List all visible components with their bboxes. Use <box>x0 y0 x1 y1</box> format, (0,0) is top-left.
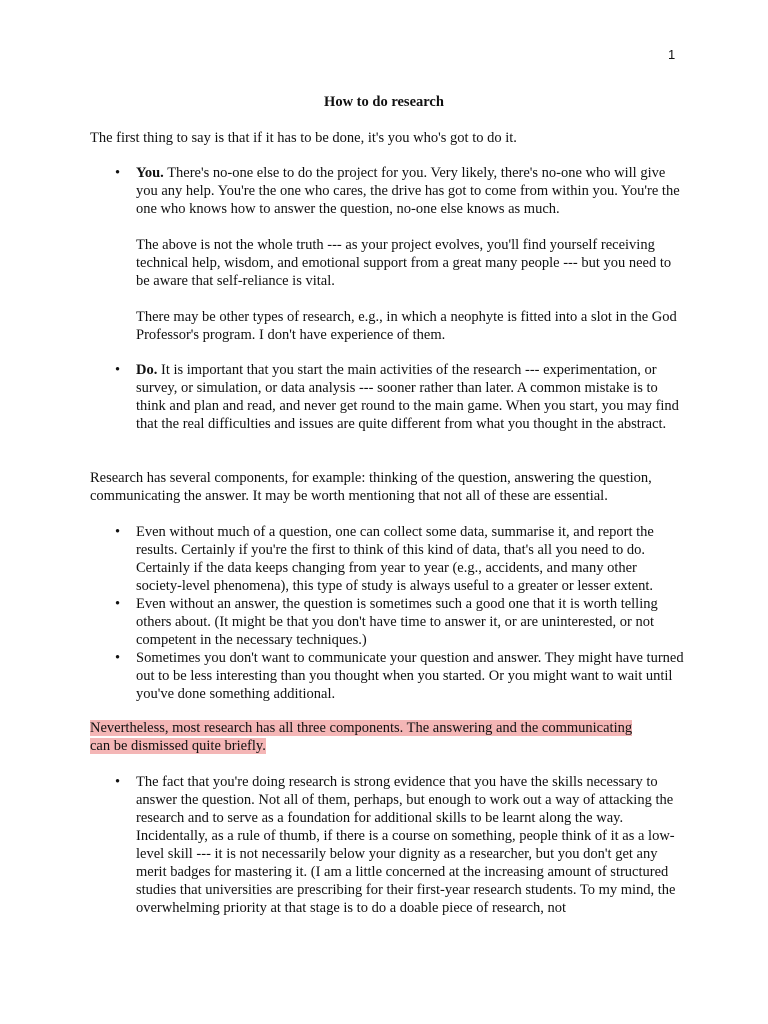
list-item-text: Even without much of a question, one can collect some data, summarise it, and report the results. Certainly if you're the first to think of this kind of data, that's all you need to do. Certainly if the data keeps changing from year to year (e.g., accidents, and many other society-level phenomena), this type of study is always useful to a greater or lesser extent. <box>136 524 654 594</box>
bullet-glyph: • <box>115 362 121 378</box>
bullet-glyph: • <box>115 774 121 790</box>
components-paragraph: Research has several components, for example: thinking of the question, answering the question, communicating the answer. It may be worth mentioning that not all of these are essential. <box>90 470 652 504</box>
list-item <box>115 773 685 917</box>
highlight-line-2: can be dismissed quite briefly. <box>90 738 266 754</box>
list-item <box>115 649 685 703</box>
bullet-glyph: • <box>115 524 121 540</box>
list-item-text: Sometimes you don't want to communicate your question and answer. They might have turned out to be less interesting than you thought when you started. Or you might want to wait until you've done something additional. <box>136 650 684 702</box>
document-title: How to do research <box>324 94 444 110</box>
bullet-you-para-3: There may be other types of research, e.g., in which a neophyte is fitted into a slot in the God Professor's program. I don't have experience of them. <box>136 309 677 343</box>
highlight-line-1: Nevertheless, most research has all three components. The answering and the communicating <box>90 720 633 736</box>
bullet-do <box>115 361 685 433</box>
bullet-you-para-2: The above is not the whole truth --- as your project evolves, you'll find yourself receiving technical help, wisdom, and emotional support from a great many people --- but you need to be aware that self-reliance is vital. <box>136 237 672 289</box>
skills-list <box>115 773 685 917</box>
bullet-do-para-1 <box>136 361 685 433</box>
list-item <box>115 523 685 595</box>
bullet-do-lead: Do. <box>136 362 158 378</box>
bullet-you <box>115 164 685 344</box>
bullet-glyph: • <box>115 596 121 612</box>
bullet-you-para-1 <box>136 164 685 218</box>
bullet-you-text-1: There's no-one else to do the project for you. Very likely, there's no-one who will give you any help. You're the one who cares, the drive has got to come from within you. You're the one who knows how to answer the question, no-one else knows as much. <box>136 165 680 217</box>
list-item-text: Even without an answer, the question is sometimes such a good one that it is worth telling others about. (It might be that you don't have time to answer it, or are uninterested, or not competent in the necessary techniques.) <box>136 596 658 648</box>
intro-paragraph: The first thing to say is that if it has to be done, it's you who's got to do it. <box>90 130 517 146</box>
components-list <box>115 523 685 703</box>
bullet-you-lead: You. <box>136 165 164 181</box>
list-item-text: The fact that you're doing research is strong evidence that you have the skills necessary to answer the question. Not all of them, perhaps, but enough to work out a way of attacking the research and to serve as a foundation for additional skills to be learnt along the way. Incidentally, as a rule of thumb, if there is a course on something, people think of it as a low-level skill --- it is not necessarily below your dignity as a researcher, but you don't get any merit badges for mastering it. (I am a little concerned at the increasing amount of structured studies that universities are prescribing for their first-year research students. To my mind, the overwhelming priority at that stage is to do a doable piece of research, not <box>136 774 676 916</box>
bullet-glyph: • <box>115 650 121 666</box>
page-number: 1 <box>668 47 676 62</box>
highlighted-paragraph <box>90 719 680 755</box>
bullet-glyph: • <box>115 165 121 181</box>
list-item <box>115 595 685 649</box>
bullet-you-body <box>136 164 685 344</box>
bullet-do-body <box>136 361 685 433</box>
bullet-do-text-1: It is important that you start the main activities of the research --- experimentation, or survey, or simulation, or data analysis --- sooner rather than later. A common mistake is to think and plan and read, and never get round to the main game. When you start, you may find that the real difficulties and issues are quite different from what you thought in the abstract. <box>136 362 679 432</box>
